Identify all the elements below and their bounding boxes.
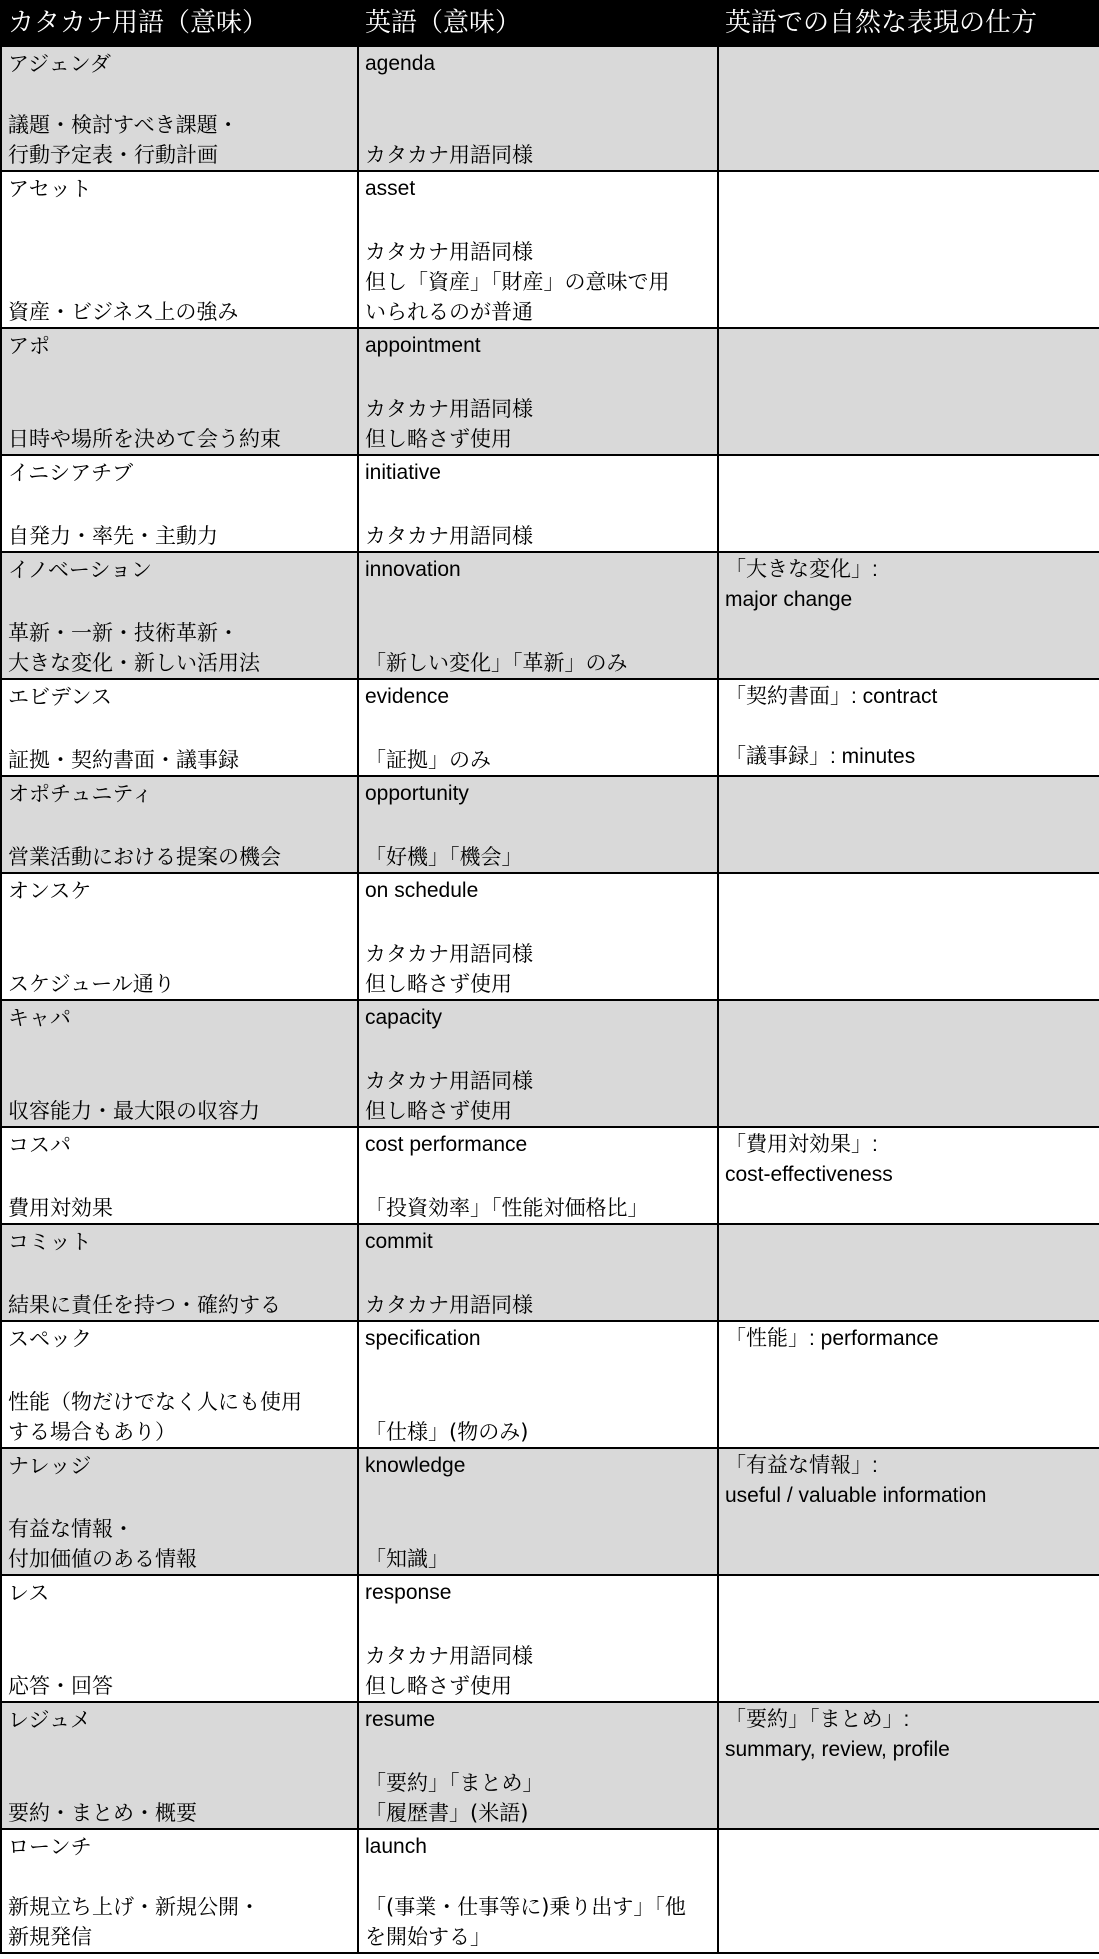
natural-expression-cell bbox=[718, 1224, 1099, 1321]
katakana-cell bbox=[1, 776, 358, 873]
katakana-cell bbox=[1, 552, 358, 679]
katakana-meaning: 応答・回答 bbox=[8, 1674, 113, 1698]
katakana-cell bbox=[1, 1448, 358, 1575]
table-row bbox=[1, 1702, 1099, 1829]
katakana-term: アセット bbox=[8, 177, 92, 201]
katakana-meaning: 革新・一新・技術革新・ 大きな変化・新しい活用法 bbox=[8, 621, 260, 675]
natural-expression bbox=[719, 172, 1099, 174]
english-meaning: 「好機」「機会」 bbox=[365, 845, 523, 869]
katakana-cell-content bbox=[2, 1449, 357, 1574]
natural-expression-cell bbox=[718, 1448, 1099, 1575]
natural-expression-cell bbox=[718, 46, 1099, 171]
katakana-cell bbox=[1, 1321, 358, 1448]
natural-expression-cell bbox=[718, 1575, 1099, 1702]
english-cell bbox=[358, 455, 718, 552]
english-term: specification bbox=[365, 1327, 481, 1350]
english-cell bbox=[358, 776, 718, 873]
katakana-meaning: 要約・まとめ・概要 bbox=[8, 1801, 197, 1825]
natural-expression: 「大きな変化」: major change bbox=[725, 558, 878, 611]
natural-expression-cell bbox=[718, 679, 1099, 776]
english-term: response bbox=[365, 1581, 452, 1604]
katakana-term: キャパ bbox=[8, 1006, 71, 1030]
table-row bbox=[1, 552, 1099, 679]
natural-expression bbox=[719, 47, 1099, 49]
natural-expression bbox=[719, 456, 1099, 458]
english-cell-content bbox=[359, 553, 717, 678]
english-meaning: カタカナ用語同様 但し略さず使用 bbox=[365, 397, 533, 451]
english-cell-content bbox=[359, 1449, 717, 1574]
katakana-cell-content bbox=[2, 1128, 357, 1223]
katakana-term: ローンチ bbox=[8, 1835, 92, 1859]
english-cell-content bbox=[359, 777, 717, 872]
english-term: commit bbox=[365, 1230, 433, 1253]
katakana-cell-content bbox=[2, 553, 357, 678]
katakana-term: レジュメ bbox=[8, 1708, 92, 1732]
katakana-cell bbox=[1, 46, 358, 171]
natural-expression-cell bbox=[718, 776, 1099, 873]
english-cell-content bbox=[359, 329, 717, 454]
english-meaning: カタカナ用語同様 但し略さず使用 bbox=[365, 1069, 533, 1123]
english-meaning: 「仕様」(物のみ) bbox=[365, 1420, 529, 1444]
english-cell bbox=[358, 171, 718, 328]
katakana-cell-content bbox=[2, 777, 357, 872]
table-row bbox=[1, 1575, 1099, 1702]
natural-expression-cell bbox=[718, 171, 1099, 328]
natural-expression-cell bbox=[718, 455, 1099, 552]
english-term: launch bbox=[365, 1835, 427, 1858]
english-cell-content bbox=[359, 172, 717, 327]
english-cell-content bbox=[359, 1128, 717, 1223]
katakana-meaning: スケジュール通り bbox=[8, 972, 175, 996]
english-term: capacity bbox=[365, 1006, 443, 1029]
katakana-cell bbox=[1, 1224, 358, 1321]
katakana-cell bbox=[1, 328, 358, 455]
katakana-meaning: 性能（物だけでなく人にも使用 する場合もあり） bbox=[8, 1390, 302, 1444]
katakana-cell bbox=[1, 1829, 358, 1953]
katakana-meaning: 費用対効果 bbox=[8, 1196, 113, 1220]
english-cell bbox=[358, 1702, 718, 1829]
katakana-cell bbox=[1, 1000, 358, 1127]
english-term: appointment bbox=[365, 334, 481, 357]
natural-expression: 「契約書面」: contract 「議事録」: minutes bbox=[725, 685, 938, 768]
katakana-meaning: 有益な情報・ 付加価値のある情報 bbox=[8, 1517, 197, 1571]
katakana-cell bbox=[1, 679, 358, 776]
katakana-cell-content bbox=[2, 47, 357, 170]
english-cell bbox=[358, 1575, 718, 1702]
table-row bbox=[1, 46, 1099, 171]
katakana-cell bbox=[1, 1702, 358, 1829]
katakana-meaning: 日時や場所を決めて会う約束 bbox=[8, 427, 281, 451]
english-cell bbox=[358, 46, 718, 171]
table-row bbox=[1, 455, 1099, 552]
natural-expression bbox=[719, 1225, 1099, 1227]
english-term: initiative bbox=[365, 461, 441, 484]
katakana-cell-content bbox=[2, 1322, 357, 1447]
natural-expression-cell bbox=[718, 328, 1099, 455]
katakana-term: アポ bbox=[8, 334, 50, 358]
katakana-cell bbox=[1, 1127, 358, 1224]
natural-expression-cell bbox=[718, 552, 1099, 679]
katakana-cell bbox=[1, 455, 358, 552]
katakana-cell-content bbox=[2, 1576, 357, 1701]
katakana-cell-content bbox=[2, 680, 357, 775]
english-cell bbox=[358, 552, 718, 679]
english-cell bbox=[358, 328, 718, 455]
table-row bbox=[1, 1224, 1099, 1321]
katakana-cell bbox=[1, 1575, 358, 1702]
table-row bbox=[1, 1829, 1099, 1953]
english-cell-content bbox=[359, 1001, 717, 1126]
katakana-meaning: 新規立ち上げ・新規公開・ 新規発信 bbox=[8, 1895, 260, 1949]
english-cell bbox=[358, 1224, 718, 1321]
english-cell bbox=[358, 1321, 718, 1448]
natural-expression bbox=[719, 874, 1099, 876]
katakana-cell-content bbox=[2, 1001, 357, 1126]
header-row bbox=[1, 1, 1099, 46]
katakana-term: アジェンダ bbox=[8, 52, 111, 76]
english-meaning: 「証拠」のみ bbox=[365, 748, 491, 772]
english-meaning: 「新しい変化」「革新」のみ bbox=[365, 651, 628, 675]
katakana-cell-content bbox=[2, 329, 357, 454]
table-row bbox=[1, 776, 1099, 873]
english-cell-content bbox=[359, 456, 717, 551]
english-term: agenda bbox=[365, 52, 436, 75]
katakana-term: エビデンス bbox=[8, 685, 112, 709]
katakana-cell-content bbox=[2, 456, 357, 551]
english-cell-content bbox=[359, 1830, 717, 1952]
english-term: knowledge bbox=[365, 1454, 466, 1477]
natural-expression: 「有益な情報」: useful / valuable information bbox=[725, 1454, 987, 1507]
katakana-term: ナレッジ bbox=[8, 1454, 92, 1478]
katakana-term: コミット bbox=[8, 1230, 92, 1254]
katakana-term: スペック bbox=[8, 1327, 92, 1351]
katakana-cell-content bbox=[2, 874, 357, 999]
english-cell bbox=[358, 1448, 718, 1575]
english-cell-content bbox=[359, 1576, 717, 1701]
katakana-meaning: 証拠・契約書面・議事録 bbox=[8, 748, 239, 772]
english-cell bbox=[358, 1829, 718, 1953]
english-meaning: 「知識」 bbox=[365, 1547, 449, 1571]
english-cell-content bbox=[359, 874, 717, 999]
natural-expression bbox=[719, 1576, 1099, 1578]
english-cell-content bbox=[359, 1225, 717, 1320]
katakana-term: オポチュニティ bbox=[8, 782, 153, 806]
table-row bbox=[1, 1321, 1099, 1448]
natural-expression bbox=[719, 777, 1099, 779]
table-row bbox=[1, 873, 1099, 1000]
katakana-term: イノベーション bbox=[8, 558, 153, 582]
natural-expression bbox=[719, 329, 1099, 331]
natural-expression: 「要約」「まとめ」: summary, review, profile bbox=[725, 1708, 950, 1761]
katakana-cell-content bbox=[2, 172, 357, 327]
table-row bbox=[1, 171, 1099, 328]
natural-expression: 「費用対効果」: cost-effectiveness bbox=[725, 1133, 893, 1186]
english-term: resume bbox=[365, 1708, 436, 1731]
header-natural-expression: 英語での自然な表現の仕方 bbox=[718, 1, 1099, 46]
english-term: on schedule bbox=[365, 879, 479, 902]
natural-expression bbox=[719, 1830, 1099, 1832]
natural-expression-cell bbox=[718, 1829, 1099, 1953]
english-meaning: 「要約」「まとめ」 「履歴書」(米語) bbox=[365, 1771, 544, 1825]
katakana-cell-content bbox=[2, 1225, 357, 1320]
english-cell bbox=[358, 679, 718, 776]
katakana-meaning: 自発力・率先・主動力 bbox=[8, 524, 218, 548]
english-cell-content bbox=[359, 1703, 717, 1828]
english-meaning: カタカナ用語同様 bbox=[365, 143, 533, 167]
natural-expression-cell bbox=[718, 1127, 1099, 1224]
katakana-term: オンスケ bbox=[8, 879, 92, 903]
natural-expression-cell bbox=[718, 1702, 1099, 1829]
katakana-term: コスパ bbox=[8, 1133, 71, 1157]
english-meaning: 「投資効率」「性能対価格比」 bbox=[365, 1196, 649, 1220]
english-cell bbox=[358, 873, 718, 1000]
katakana-meaning: 収容能力・最大限の収容力 bbox=[8, 1099, 260, 1123]
english-cell-content bbox=[359, 1322, 717, 1447]
table-row bbox=[1, 1448, 1099, 1575]
table-row bbox=[1, 1127, 1099, 1224]
header-katakana: カタカナ用語（意味） bbox=[1, 1, 358, 46]
english-meaning: カタカナ用語同様 但し「資産」「財産」の意味で用 いられるのが普通 bbox=[365, 240, 670, 324]
katakana-cell bbox=[1, 171, 358, 328]
english-term: opportunity bbox=[365, 782, 469, 805]
katakana-cell bbox=[1, 873, 358, 1000]
natural-expression-cell bbox=[718, 873, 1099, 1000]
katakana-meaning: 営業活動における提案の機会 bbox=[8, 845, 281, 869]
katakana-term: レス bbox=[8, 1581, 50, 1605]
english-cell-content bbox=[359, 47, 717, 170]
english-term: evidence bbox=[365, 685, 450, 708]
table-row bbox=[1, 328, 1099, 455]
table-row bbox=[1, 1000, 1099, 1127]
english-term: asset bbox=[365, 177, 416, 200]
english-cell bbox=[358, 1000, 718, 1127]
katakana-cell-content bbox=[2, 1830, 357, 1952]
table-row bbox=[1, 679, 1099, 776]
english-meaning: カタカナ用語同様 bbox=[365, 524, 533, 548]
katakana-cell-content bbox=[2, 1703, 357, 1828]
english-cell-content bbox=[359, 680, 717, 775]
natural-expression: 「性能」: performance bbox=[725, 1327, 939, 1350]
katakana-meaning: 結果に責任を持つ・確約する bbox=[8, 1293, 281, 1317]
english-meaning: カタカナ用語同様 但し略さず使用 bbox=[365, 1644, 533, 1698]
english-meaning: 「(事業・仕事等に)乗り出す」「他 を開始する」 bbox=[365, 1895, 686, 1949]
header-english: 英語（意味） bbox=[358, 1, 718, 46]
english-term: cost performance bbox=[365, 1133, 528, 1156]
katakana-term: イニシアチブ bbox=[8, 461, 134, 485]
english-term: innovation bbox=[365, 558, 461, 581]
table-body bbox=[1, 46, 1099, 1953]
natural-expression-cell bbox=[718, 1000, 1099, 1127]
natural-expression-cell bbox=[718, 1321, 1099, 1448]
english-cell bbox=[358, 1127, 718, 1224]
katakana-meaning: 資産・ビジネス上の強み bbox=[8, 300, 239, 324]
english-meaning: カタカナ用語同様 但し略さず使用 bbox=[365, 942, 533, 996]
katakana-meaning: 議題・検討すべき課題・ 行動予定表・行動計画 bbox=[8, 113, 239, 167]
english-meaning: カタカナ用語同様 bbox=[365, 1293, 533, 1317]
natural-expression bbox=[719, 1001, 1099, 1003]
